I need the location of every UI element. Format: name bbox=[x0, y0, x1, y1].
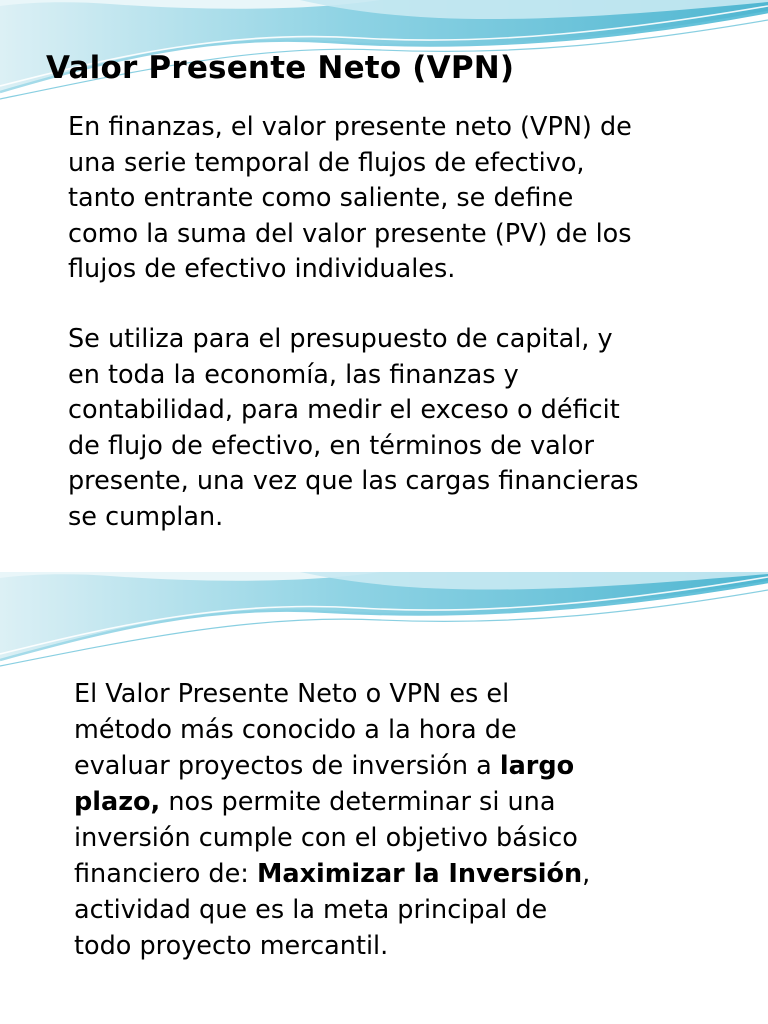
text-line: flujos de efectivo individuales. bbox=[68, 254, 456, 285]
paragraph-vpn-method bbox=[74, 676, 754, 964]
paragraph-usage bbox=[68, 322, 758, 536]
text-segment: , bbox=[582, 859, 591, 889]
text-line: actividad que es la meta principal de bbox=[74, 895, 548, 925]
text-line: de flujo de efectivo, en términos de valor bbox=[68, 430, 594, 461]
bold-text: plazo, bbox=[74, 787, 161, 817]
text-line bbox=[74, 856, 754, 892]
text-segment: evaluar proyectos de inversión a bbox=[74, 751, 500, 781]
text-segment: financiero de: bbox=[74, 859, 258, 889]
header-wave-decoration bbox=[0, 572, 768, 672]
text-line: presente, una vez que las cargas financieras bbox=[68, 466, 639, 497]
text-line bbox=[74, 748, 754, 784]
text-line: se cumplan. bbox=[68, 501, 224, 532]
text-line: contabilidad, para medir el exceso o déficit bbox=[68, 395, 620, 426]
slide-title: Valor Presente Neto (VPN) bbox=[46, 50, 515, 86]
text-line bbox=[74, 784, 754, 820]
text-segment: nos permite determinar si una bbox=[160, 787, 556, 817]
text-line: Se utiliza para el presupuesto de capital, y bbox=[68, 324, 613, 354]
text-line: El Valor Presente Neto o VPN es el bbox=[74, 679, 510, 709]
paragraph-definition bbox=[68, 110, 758, 288]
text-line: En finanzas, el valor presente neto (VPN) de bbox=[68, 112, 632, 142]
bold-text: largo bbox=[499, 751, 575, 781]
text-line: como la suma del valor presente (PV) de los bbox=[68, 218, 632, 249]
text-line: todo proyecto mercantil. bbox=[74, 931, 389, 961]
text-line: una serie temporal de flujos de efectivo, bbox=[68, 147, 585, 178]
bold-text: Maximizar la Inversión bbox=[257, 859, 583, 889]
text-line: método más conocido a la hora de bbox=[74, 715, 517, 745]
text-line: inversión cumple con el objetivo básico bbox=[74, 823, 578, 853]
text-line: en toda la economía, las finanzas y bbox=[68, 359, 519, 390]
text-line: tanto entrante como saliente, se define bbox=[68, 183, 574, 214]
